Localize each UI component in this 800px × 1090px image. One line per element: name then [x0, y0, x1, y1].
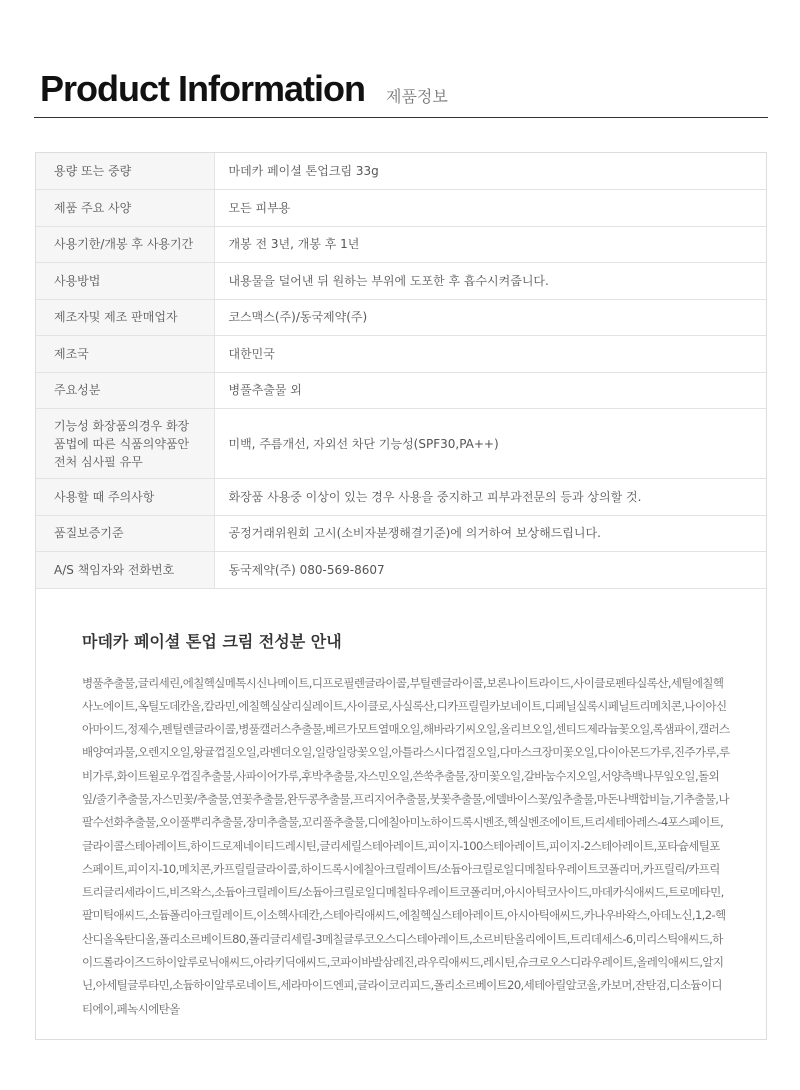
row-label: 품질보증기준: [36, 515, 214, 552]
row-value: 대한민국: [214, 336, 766, 373]
row-value: 화장품 사용중 이상이 있는 경우 사용을 중지하고 피부과전문의 등과 상의할 것.: [214, 479, 766, 516]
row-label: 주요성분: [36, 372, 214, 409]
row-value: 마데카 페이셜 톤업크림 33g: [214, 153, 766, 190]
table-row: [36, 372, 766, 409]
table-row: [36, 153, 766, 190]
row-value: 내용물을 덜어낸 뒤 원하는 부위에 도포한 후 흡수시켜줍니다.: [214, 263, 766, 300]
row-label: 사용기한/개봉 후 사용기간: [36, 226, 214, 263]
row-value: 코스맥스(주)/동국제약(주): [214, 299, 766, 336]
row-label: A/S 책임자와 전화번호: [36, 552, 214, 589]
table-row: [36, 552, 766, 589]
table-row: [36, 409, 766, 479]
table-row: [36, 299, 766, 336]
table-row: [36, 515, 766, 552]
ingredients-title: 마데카 페이셜 톤업 크림 전성분 안내: [82, 631, 342, 651]
table-row: [36, 479, 766, 516]
row-label: 제조자및 제조 판매업자: [36, 299, 214, 336]
table-row: [36, 336, 766, 373]
row-value: 개봉 전 3년, 개봉 후 1년: [214, 226, 766, 263]
header: [34, 62, 768, 118]
product-info-table: [36, 153, 766, 589]
ingredients-section: [36, 589, 766, 1021]
table-row: [36, 226, 766, 263]
row-label: 용량 또는 중량: [36, 153, 214, 190]
row-value: 병풀추출물 외: [214, 372, 766, 409]
page-subtitle: 제품정보: [386, 87, 448, 106]
table-row: [36, 263, 766, 300]
row-label: 사용방법: [36, 263, 214, 300]
page-title: Product Information: [40, 68, 365, 109]
row-label: 기능성 화장품의경우 화장품법에 따른 식품의약품안전처 심사필 유무: [36, 409, 214, 479]
row-value: 미백, 주름개선, 자외선 차단 기능성(SPF30,PA++): [214, 409, 766, 479]
ingredients-list: 병풀추출물,글리세린,에칠헥실메톡시신나메이트,디프로필렌글라이콜,부틸렌글라이콜,보론나이트라이드,사이클로펜타실록산,세틸에칠헥사노에이트,옥틸도데칸올,칼라민,에칠헥실살리실레이트,사이클로,사실록산,디카프릴릴카보네이트,디페닐실록시페닐트리메치콘,나이아신아마이드,정제수,펜틸렌글라이콜,병풀캘러스추출물,베르가모트열매오일,해바라기씨오일,올리브오일,센티드제라늄꽃오일,록샘파이,캘러스배양여과물,오렌지오일,왕귤껍질오일,라벤더오일,일랑일랑꽃오일,아틀라스시다껍질오일,다마스크장미꽃오일,다이아몬드가루,진주가루,루비가루,화이트윌로우껍질추출물,사파이어가루,후박추출물,자스민오일,쓴쑥추출물,장미꽃오일,갈바눔수지오일,서양측백나무잎오일,돌외잎/줄기추출물,자스민꽃/추출물,연꽃추출물,완두콩추출물,프리지어추출물,붓꽃추출물,에델바이스꽃/잎추출물,마돈나백합비늘,기추출물,나팔수선화추출물,오이풀뿌리추출물,장미추출물,꼬리풀추출물,디에칠아미노하이드록시벤조,헥실벤조에이트,트리세테아레스-4포스페이트,글라이콜스테아레이트,하이드로제네이티드레시틴,글리세릴스테아레이트,피이지-100스테아레이트,피이지-2스테아레이트,포타슘세틸포스페이트,피이지-10,메치콘,카프릴릴글라이콜,하이드록시에칠아크릴레이트/소듐아크릴로일디메칠타우레이트코폴리머,카프릴릭/카프릭트리글리세라이드,비즈왁스,소듐아크릴레이트/소듐아크릴로일디메칠타우레이트코폴리머,아시아틱코사이드,마데카식애씨드,트로메타민,팔미틱애씨드,소듐폴리아크릴레이트,이소헥사데칸,스테아릭애씨드,에칠헥실스테아레이트,아시아틱애씨드,카나우바왁스,아데노신,1,2-헥산디올옥탄디올,폴리소르베이트80,폴리글리세릴-3메칠글루코오스디스테아레이트,소르비탄올리에이트,트리데세스-6,미리스틱애씨드,하이드롤라이즈드하이알루로닉애씨드,아라키딕애씨드,코파이바발삼레진,라우릭애씨드,레시틴,슈크로오스디라우레이트,올레익애씨드,알지닌,아세틸글루타민,소듐하이알루로네이트,세라마이드엔피,글라이코리피드,폴리소르베이트20,세테아릴알코올,카보머,잔탄검,디소듐이디티에이,페녹시에탄올: [82, 675, 730, 1016]
row-label: 제조국: [36, 336, 214, 373]
row-label: 사용할 때 주의사항: [36, 479, 214, 516]
product-info-panel: [35, 152, 767, 1040]
row-value: 동국제약(주) 080-569-8607: [214, 552, 766, 589]
row-value: 공정거래위원회 고시(소비자분쟁해결기준)에 의거하여 보상해드립니다.: [214, 515, 766, 552]
row-label: 제품 주요 사양: [36, 190, 214, 227]
table-row: [36, 190, 766, 227]
row-value: 모든 피부용: [214, 190, 766, 227]
